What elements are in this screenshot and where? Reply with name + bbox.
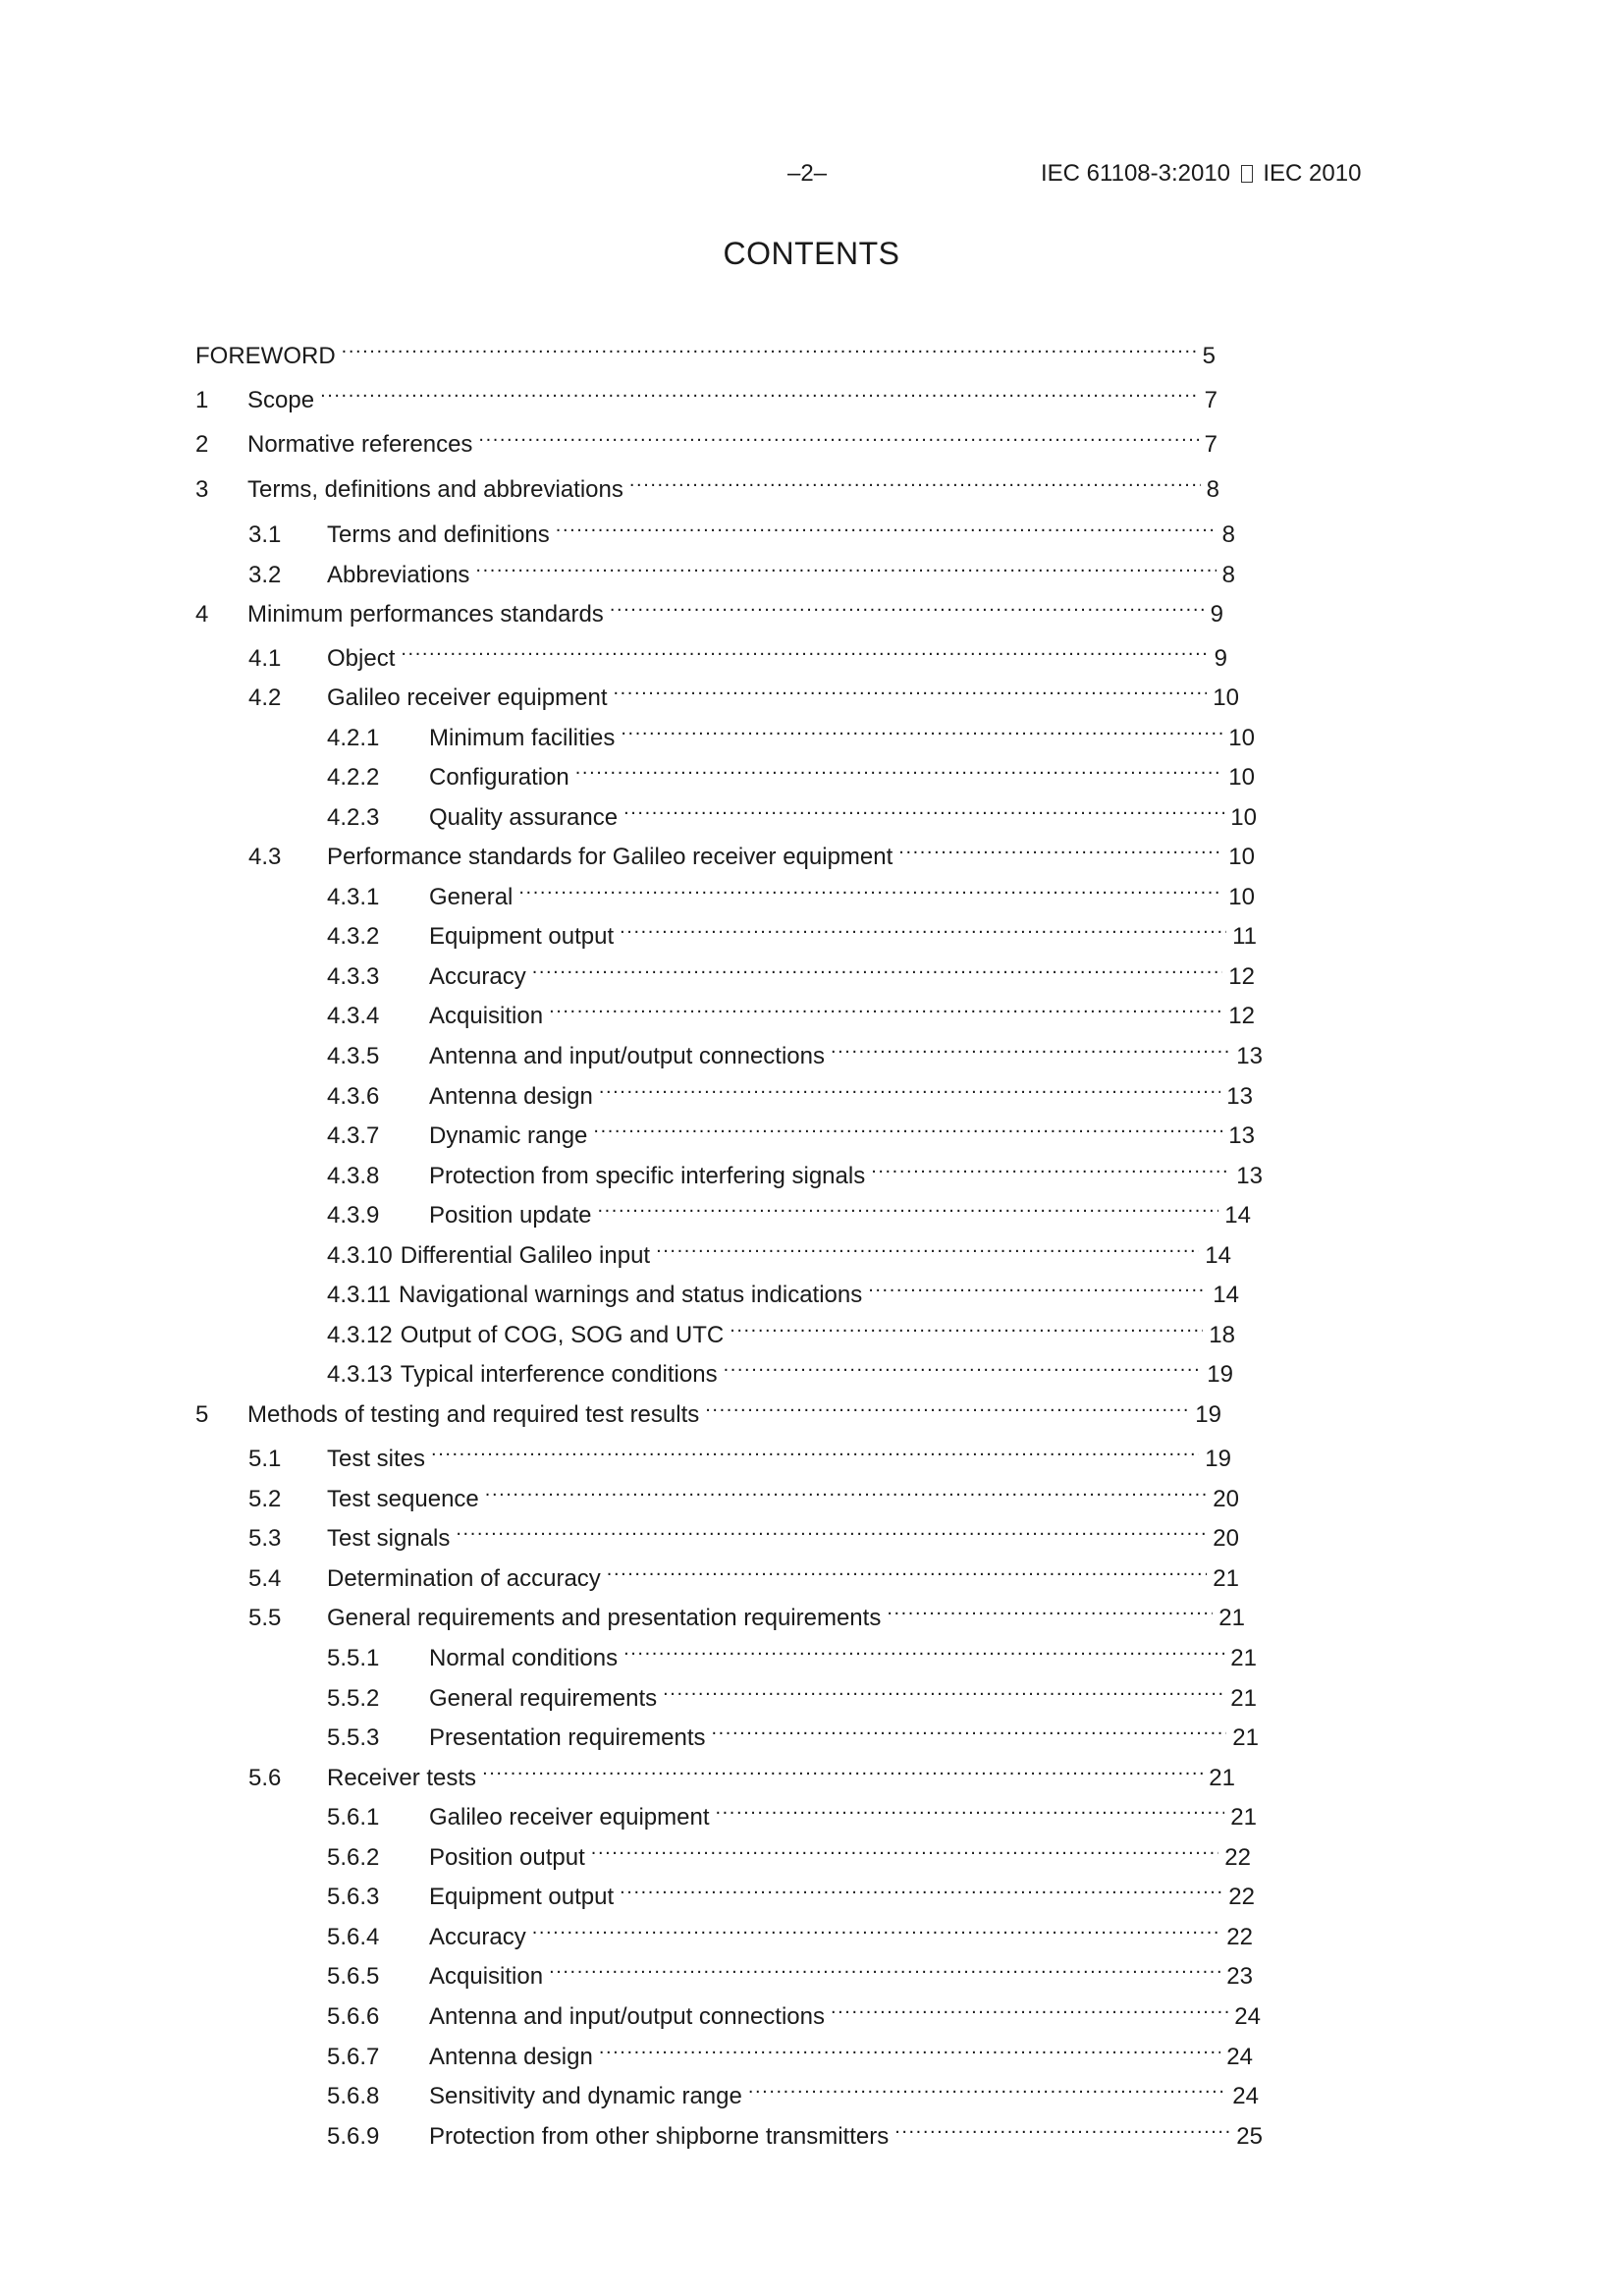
toc-entry-page-number: 13: [1236, 1163, 1263, 1189]
toc-entry-number: 4.2.2: [327, 764, 380, 791]
toc-entry-label: Typical interference conditions: [400, 1361, 718, 1388]
toc-entry-page-number: 25: [1236, 2123, 1263, 2150]
toc-entry-number: 4.2: [248, 684, 282, 711]
toc-entry-number: 5.5.1: [327, 1645, 380, 1671]
toc-entry[interactable]: [327, 2035, 1253, 2070]
toc-dot-leader: [894, 2114, 1230, 2144]
toc-entry-page-number: 20: [1213, 1486, 1239, 1512]
toc-entry[interactable]: [327, 2114, 1263, 2150]
toc-entry-label: Test sites: [327, 1446, 426, 1472]
toc-dot-leader: [730, 1313, 1203, 1342]
toc-entry-label: Receiver tests: [327, 1765, 477, 1791]
toc-entry-number: 4.3.5: [327, 1043, 380, 1069]
toc-entry[interactable]: [248, 676, 1239, 711]
toc-entry-page-number: 24: [1234, 2003, 1261, 2030]
toc-entry[interactable]: [327, 1795, 1257, 1831]
toc-entry-page-number: 14: [1224, 1202, 1251, 1229]
toc-entry-number: 4.1: [248, 645, 282, 672]
toc-entry-page-number: 21: [1218, 1605, 1245, 1631]
toc-entry-label: Antenna and input/output connections: [429, 2003, 825, 2030]
toc-entry[interactable]: [327, 875, 1255, 910]
toc-dot-leader: [610, 592, 1205, 622]
toc-dot-leader: [715, 1795, 1224, 1825]
toc-entry[interactable]: [327, 2074, 1259, 2109]
toc-entry-label: Differential Galileo input: [400, 1242, 651, 1269]
toc-entry-page-number: 19: [1207, 1361, 1233, 1388]
toc-entry-label: Sensitivity and dynamic range: [429, 2083, 742, 2109]
toc-entry-page-number: 10: [1228, 884, 1255, 910]
toc-entry[interactable]: [327, 1193, 1251, 1229]
toc-entry-label: Accuracy: [429, 1924, 526, 1950]
toc-dot-leader: [401, 636, 1208, 666]
toc-entry-number: 3.2: [248, 562, 282, 588]
toc-entry-number: 4.3.9: [327, 1202, 380, 1229]
toc-entry-page-number: 19: [1195, 1401, 1221, 1428]
toc-entry-page-number: 7: [1204, 431, 1217, 458]
toc-entry-label: Acquisition: [429, 1963, 544, 1990]
toc-dot-leader: [620, 914, 1226, 944]
toc-dot-leader: [532, 1915, 1221, 1944]
toc-entry-page-number: 22: [1228, 1884, 1255, 1910]
toc-entry-number: 3.1: [248, 521, 282, 548]
toc-entry-number: 5: [195, 1401, 209, 1428]
toc-dot-leader: [478, 422, 1198, 452]
toc-entry-label: Antenna design: [429, 2044, 593, 2070]
toc-entry-page-number: 21: [1230, 1685, 1257, 1712]
toc-entry-number: 5.5.3: [327, 1724, 380, 1751]
toc-entry-label: Antenna design: [429, 1083, 593, 1110]
toc-entry[interactable]: [327, 994, 1255, 1029]
toc-entry-number: 5.2: [248, 1486, 282, 1512]
toc-dot-leader: [593, 1114, 1222, 1143]
toc-entry-number: 1: [195, 387, 209, 413]
toc-dot-leader: [556, 513, 1217, 542]
toc-entry[interactable]: [327, 1915, 1253, 1950]
toc-entry[interactable]: [327, 1676, 1257, 1712]
toc-entry-page-number: 10: [1228, 844, 1255, 870]
toc-entry-page-number: 21: [1230, 1645, 1257, 1671]
toc-dot-leader: [705, 1393, 1189, 1422]
toc-dot-leader: [591, 1835, 1219, 1865]
toc-dot-leader: [620, 1875, 1222, 1904]
toc-entry-label: Position output: [429, 1844, 585, 1871]
toc-entry-label: Terms and definitions: [327, 521, 550, 548]
toc-entry-number: 4: [195, 601, 209, 628]
toc-entry-page-number: 9: [1210, 601, 1223, 628]
toc-entry-label: Galileo receiver equipment: [327, 684, 608, 711]
toc-dot-leader: [887, 1596, 1213, 1625]
toc-entry-page-number: 12: [1228, 1003, 1255, 1029]
toc-entry-page-number: 21: [1232, 1724, 1259, 1751]
toc-entry-page-number: 9: [1214, 645, 1227, 672]
toc-entry-page-number: 10: [1228, 725, 1255, 751]
toc-entry-label: Position update: [429, 1202, 592, 1229]
toc-entry[interactable]: [327, 1875, 1255, 1910]
toc-entry[interactable]: [327, 1273, 1239, 1308]
toc-dot-leader: [613, 676, 1207, 705]
toc-entry-page-number: 23: [1226, 1963, 1253, 1990]
toc-dot-leader: [599, 1074, 1220, 1104]
toc-dot-leader: [871, 1154, 1230, 1183]
toc-entry[interactable]: [327, 795, 1257, 831]
toc-entry-page-number: 21: [1230, 1804, 1257, 1831]
toc-entry-label: Minimum facilities: [429, 725, 616, 751]
toc-entry-page-number: 14: [1205, 1242, 1231, 1269]
toc-entry-label: Equipment output: [429, 1884, 615, 1910]
toc-dot-leader: [431, 1437, 1199, 1466]
toc-entry-page-number: 12: [1228, 963, 1255, 990]
toc-entry-label: Protection from specific interfering signals: [429, 1163, 866, 1189]
toc-entry-page-number: 7: [1204, 387, 1217, 413]
toc-entry[interactable]: [327, 1995, 1261, 2030]
document-reference-prefix: IEC 61108-3:2010: [1041, 160, 1231, 187]
toc-entry-page-number: 8: [1221, 562, 1235, 588]
toc-entry-number: 4.3: [248, 844, 282, 870]
toc-entry-number: 3: [195, 476, 209, 503]
toc-entry[interactable]: [327, 955, 1255, 990]
toc-entry-page-number: 22: [1224, 1844, 1251, 1871]
toc-entry-number: 5.6.2: [327, 1844, 380, 1871]
toc-entry-number: 5.6.7: [327, 2044, 380, 2070]
toc-entry[interactable]: [327, 755, 1255, 791]
toc-entry-label: Object: [327, 645, 396, 672]
toc-dot-leader: [623, 795, 1224, 825]
page-title: CONTENTS: [723, 236, 900, 271]
toc-entry-number: 5.6.1: [327, 1804, 380, 1831]
toc-entry-label: Antenna and input/output connections: [429, 1043, 825, 1069]
toc-entry-number: 5.5: [248, 1605, 282, 1631]
toc-dot-leader: [549, 994, 1222, 1023]
toc-entry[interactable]: [195, 334, 1216, 369]
toc-entry-label: Performance standards for Galileo receiver equipment: [327, 844, 893, 870]
toc-entry[interactable]: [327, 1352, 1233, 1388]
toc-entry-page-number: 13: [1226, 1083, 1253, 1110]
toc-entry-page-number: 18: [1209, 1322, 1235, 1348]
toc-entry-label: Acquisition: [429, 1003, 544, 1029]
toc-entry-page-number: 14: [1213, 1282, 1239, 1308]
toc-entry-label: Test signals: [327, 1525, 451, 1552]
toc-entry-number: 5.5.2: [327, 1685, 380, 1712]
toc-entry-page-number: 22: [1226, 1924, 1253, 1950]
toc-dot-leader: [663, 1676, 1224, 1706]
toc-dot-leader: [623, 1636, 1224, 1666]
toc-dot-leader: [482, 1756, 1203, 1785]
toc-entry-number: 4.3.6: [327, 1083, 380, 1110]
toc-entry-label: Terms, definitions and abbreviations: [247, 476, 623, 503]
toc-entry-label: General requirements and presentation requirements: [327, 1605, 882, 1631]
toc-entry[interactable]: [327, 1154, 1263, 1189]
toc-dot-leader: [607, 1557, 1208, 1586]
toc-entry-number: 5.4: [248, 1565, 282, 1592]
toc-entry[interactable]: [248, 636, 1227, 672]
toc-entry[interactable]: [248, 835, 1255, 870]
toc-entry-number: 5.6.9: [327, 2123, 380, 2150]
toc-entry-label: Presentation requirements: [429, 1724, 706, 1751]
toc-entry[interactable]: [248, 553, 1235, 588]
toc-entry-number: 5.1: [248, 1446, 282, 1472]
toc-entry-page-number: 10: [1228, 764, 1255, 791]
toc-dot-leader: [485, 1477, 1208, 1506]
toc-entry-page-number: 10: [1213, 684, 1239, 711]
toc-entry-label: Determination of accuracy: [327, 1565, 601, 1592]
toc-entry-number: 4.3.4: [327, 1003, 380, 1029]
toc-entry-number: 2: [195, 431, 209, 458]
toc-dot-leader: [475, 553, 1216, 582]
page-number: –2–: [787, 160, 828, 187]
toc-entry-number: 5.3: [248, 1525, 282, 1552]
toc-dot-leader: [711, 1716, 1226, 1745]
toc-entry-label: Navigational warnings and status indications: [398, 1282, 863, 1308]
toc-entry-page-number: 13: [1228, 1122, 1255, 1149]
toc-dot-leader: [831, 1995, 1228, 2024]
toc-entry-number: 4.3.3: [327, 963, 380, 990]
toc-entry[interactable]: [248, 1516, 1239, 1552]
toc-entry-number: 5.6.4: [327, 1924, 380, 1950]
toc-entry-number: 4.3.10: [327, 1242, 393, 1269]
toc-entry-page-number: 19: [1205, 1446, 1231, 1472]
toc-entry-label: Accuracy: [429, 963, 526, 990]
toc-entry-number: 4.3.13: [327, 1361, 393, 1388]
toc-dot-leader: [518, 875, 1222, 904]
toc-entry[interactable]: [195, 378, 1217, 413]
toc-entry[interactable]: [327, 1034, 1263, 1069]
toc-dot-leader: [456, 1516, 1207, 1546]
toc-entry[interactable]: [327, 1636, 1257, 1671]
toc-entry[interactable]: [248, 1596, 1245, 1631]
toc-entry-label: Normal conditions: [429, 1645, 619, 1671]
toc-dot-leader: [549, 1954, 1220, 1984]
toc-dot-leader: [621, 716, 1222, 745]
toc-dot-leader: [597, 1193, 1218, 1223]
toc-dot-leader: [868, 1273, 1207, 1302]
toc-dot-leader: [831, 1034, 1230, 1064]
toc-entry[interactable]: [327, 1074, 1253, 1110]
document-reference-suffix: IEC 2010: [1263, 160, 1362, 187]
toc-entry-label: Minimum performances standards: [247, 601, 604, 628]
toc-entry-number: 5.6.3: [327, 1884, 380, 1910]
toc-entry-page-number: 8: [1221, 521, 1235, 548]
toc-dot-leader: [575, 755, 1223, 785]
toc-entry-number: 4.3.1: [327, 884, 380, 910]
toc-entry-page-number: 5: [1202, 343, 1216, 369]
toc-entry-page-number: 11: [1232, 923, 1257, 950]
toc-entry[interactable]: [195, 422, 1217, 458]
toc-entry-label: Equipment output: [429, 923, 615, 950]
toc-entry[interactable]: [248, 513, 1235, 548]
toc-entry-label: Protection from other shipborne transmitters: [429, 2123, 890, 2150]
toc-entry-page-number: 10: [1230, 804, 1257, 831]
toc-entry-number: 5.6: [248, 1765, 282, 1791]
toc-entry-page-number: 13: [1236, 1043, 1263, 1069]
toc-entry[interactable]: [248, 1437, 1231, 1472]
toc-entry[interactable]: [248, 1477, 1239, 1512]
toc-entry-number: 4.2.3: [327, 804, 380, 831]
toc-entry[interactable]: [327, 1716, 1259, 1751]
toc-entry-number: 4.3.11: [327, 1282, 391, 1308]
toc-entry[interactable]: [327, 1835, 1251, 1871]
toc-entry-label: Configuration: [429, 764, 569, 791]
toc-entry[interactable]: [327, 1954, 1253, 1990]
toc-entry-label: Output of COG, SOG and UTC: [400, 1322, 725, 1348]
toc-entry-page-number: 8: [1206, 476, 1219, 503]
toc-dot-leader: [748, 2074, 1226, 2104]
toc-entry-page-number: 24: [1226, 2044, 1253, 2070]
toc-entry-label: Abbreviations: [327, 562, 470, 588]
toc-dot-leader: [532, 955, 1223, 984]
toc-entry[interactable]: [195, 467, 1219, 503]
toc-entry-number: 5.6.8: [327, 2083, 380, 2109]
toc-entry-label: Dynamic range: [429, 1122, 588, 1149]
toc-entry-label: General requirements: [429, 1685, 658, 1712]
toc-entry-label: Quality assurance: [429, 804, 619, 831]
toc-dot-leader: [898, 835, 1222, 864]
toc-dot-leader: [724, 1352, 1202, 1382]
toc-entry[interactable]: [248, 1756, 1235, 1791]
toc-dot-leader: [599, 2035, 1220, 2064]
toc-entry-page-number: 21: [1209, 1765, 1235, 1791]
toc-entry-number: 5.6.6: [327, 2003, 380, 2030]
toc-entry-number: 4.3.7: [327, 1122, 380, 1149]
toc-dot-leader: [320, 378, 1199, 408]
toc-entry-number: 4.3.2: [327, 923, 380, 950]
toc-entry[interactable]: [327, 1114, 1255, 1149]
toc-dot-leader: [342, 334, 1197, 363]
toc-entry[interactable]: [195, 1393, 1221, 1428]
toc-dot-leader: [629, 467, 1201, 497]
toc-entry[interactable]: [248, 1557, 1239, 1592]
toc-entry-label: FOREWORD: [195, 343, 336, 369]
toc-entry[interactable]: [327, 1233, 1231, 1269]
toc-entry[interactable]: [327, 1313, 1235, 1348]
toc-entry-number: 4.2.1: [327, 725, 380, 751]
toc-entry-number: 5.6.5: [327, 1963, 380, 1990]
toc-entry-label: Methods of testing and required test results: [247, 1401, 700, 1428]
toc-entry-label: General: [429, 884, 514, 910]
toc-entry-label: Normative references: [247, 431, 473, 458]
toc-entry-label: Galileo receiver equipment: [429, 1804, 710, 1831]
toc-entry[interactable]: [327, 914, 1257, 950]
toc-entry[interactable]: [195, 592, 1223, 628]
toc-entry-label: Scope: [247, 387, 315, 413]
toc-entry-label: Test sequence: [327, 1486, 479, 1512]
toc-entry-number: 4.3.12: [327, 1322, 393, 1348]
toc-dot-leader: [656, 1233, 1199, 1263]
toc-entry-page-number: 24: [1232, 2083, 1259, 2109]
toc-entry-page-number: 21: [1213, 1565, 1239, 1592]
toc-entry-number: 4.3.8: [327, 1163, 380, 1189]
toc-entry-page-number: 20: [1213, 1525, 1239, 1552]
toc-entry[interactable]: [327, 716, 1255, 751]
